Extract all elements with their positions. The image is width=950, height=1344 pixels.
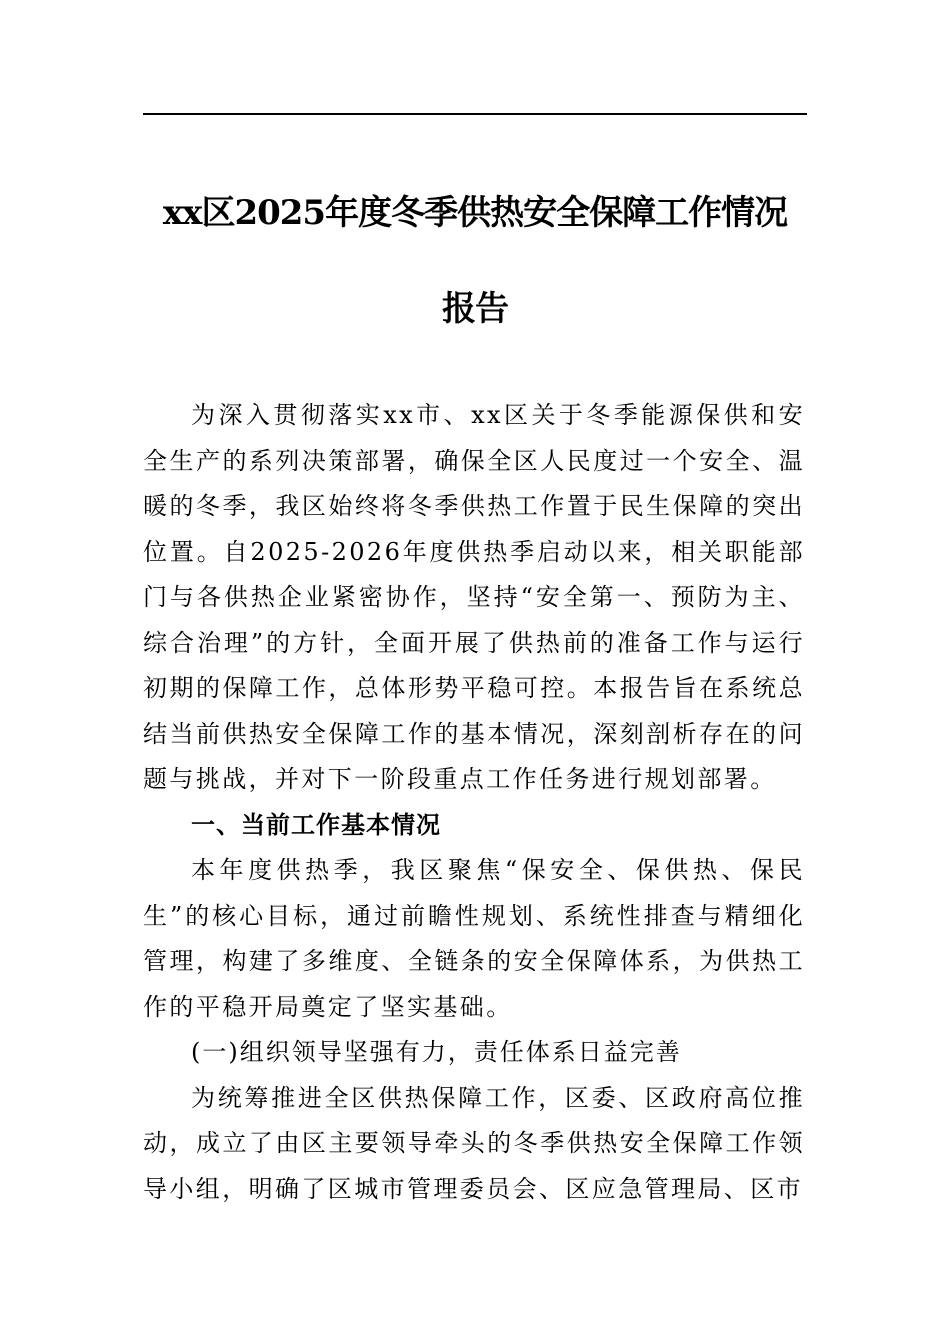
title-line-2: 报告 xyxy=(442,289,508,329)
subsection-heading-1: (一)组织领导坚强有力，责任体系日益完善 xyxy=(191,1038,682,1066)
document-title xyxy=(143,165,807,357)
header-rule xyxy=(143,113,807,115)
intro-paragraph: 为深入贯彻落实xx市、xx区关于冬季能源保供和安全生产的系列决策部署，确保全区人民度过一个安全、温暖的冬季，我区始终将冬季供热工作置于民生保障的突出位置。自2025-2026年度供热季启动以来，相关职能部门与各供热企业紧密协作，坚持“安全第一、预防为主、综合治理”的方针，全面开展了供热前的准备工作与运行初期的保障工作，总体形势平稳可控。本报告旨在系统总结当前供热安全保障工作的基本情况，深刻剖析存在的问题与挑战，并对下一阶段重点工作任务进行规划部署。 xyxy=(143,401,805,793)
subsection-1-paragraph: 为统筹推进全区供热保障工作，区委、区政府高位推动，成立了由区主要领导牵头的冬季供热安全保障工作领导小组，明确了区城市管理委员会、区应急管理局、区市 xyxy=(143,1083,805,1203)
title-line-1: xx区2025年度冬季供热安全保障工作情况 xyxy=(162,193,788,233)
document-body xyxy=(143,393,805,1212)
section-1-paragraph: 本年度供热季，我区聚焦“保安全、保供热、保民生”的核心目标，通过前瞻性规划、系统性排查与精细化管理，构建了多维度、全链条的安全保障体系，为供热工作的平稳开局奠定了坚实基础。 xyxy=(143,856,805,1021)
section-heading-1: 一、当前工作基本情况 xyxy=(191,810,441,839)
